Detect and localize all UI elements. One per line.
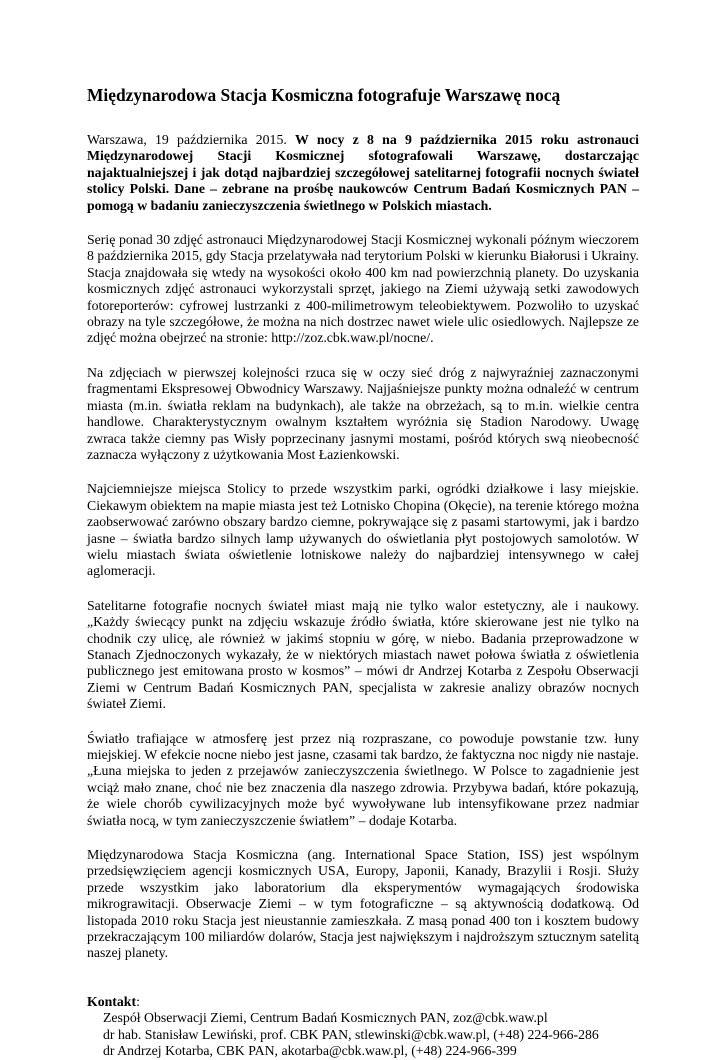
lead-paragraph [87,132,639,214]
body-paragraph-3: Najciemniejsze miejsca Stolicy to przede wszystkim parki, ogródki działkowe i lasy miejskie. Ciekawym obiektem na mapie miasta jest też Lotnisko Chopina (Okęcie), na terenie którego można zaobserwować zarówno obszary bardzo ciemne, pokrywające się z pasami startowymi, jak i bardzo jasne – światła bardzo silnych lamp używanych do oświetlania płyt postojowych samolotów. W wielu miastach świata oświetlenie lotniskowe należy do najbardziej intensywnego w całej aglomeracji. [87,481,639,579]
document-page [87,84,639,1060]
lead-summary: W nocy z 8 na 9 października 2015 roku astronauci Międzynarodowej Stacji Kosmicznej sfotografowali Warszawę, dostarczając najaktualniejszej i jak dotąd najbardziej szczegółowej satelitarnej fotografii nocnych świateł stolicy Polski. Dane – zebrane na prośbę naukowców Centrum Badań Kosmicznych PAN – pomogą w badaniu zanieczyszczenia świetlnego w Polskich miastach. [87,132,639,213]
body-paragraph-6: Międzynarodowa Stacja Kosmiczna (ang. International Space Station, ISS) jest wspólnym przedsięwzięciem agencji kosmicznych USA, Europy, Japonii, Kanady, Brazylii i Rosji. Służy przede wszystkim jako laboratorium dla eksperymentów wymagających środowiska mikrograwitacji. Obserwacje Ziemi – w tym fotograficzne – są aktywnością dodatkową. Od listopada 2010 roku Stacja jest nieustannie zamieszkała. Z masą ponad 400 ton i kosztem budowy przekraczającym 100 miliardów dolarów, Stacja jest największym i najdroższym sztucznym satelitą naszej planety. [87,847,639,961]
lead-dateline: Warszawa, 19 października 2015. [87,132,296,147]
contact-colon: : [136,993,140,1009]
contact-line-lewinski: dr hab. Stanisław Lewiński, prof. CBK PAN, stlewinski@cbk.waw.pl, (+48) 224-966-286 [103,1026,599,1042]
body-paragraph-4: Satelitarne fotografie nocnych świateł miast mają nie tylko walor estetyczny, ale i naukowy. „Każdy świecący punkt na zdjęciu wskazuje źródło światła, które skierowane jest nie tylko na chodnik czy ulicę, ale również w jakimś stopniu w górę, w niebo. Badania przeprowadzone w Stanach Zjednoczonych wykazały, że w niektórych miastach nawet połowa światła z oświetlenia publicznego jest emitowana prosto w kosmos” – mówi dr Andrzej Kotarba z Zespołu Obserwacji Ziemi w Centrum Badań Kosmicznych PAN, specjalista w zakresie analizy obrazów nocnych świateł Ziemi. [87,597,639,712]
page-title: Międzynarodowa Stacja Kosmiczna fotografuje Warszawę nocą [87,85,561,105]
contact-line-zoz: Zespół Obserwacji Ziemi, Centrum Badań Kosmicznych PAN, zoz@cbk.waw.pl [103,1010,548,1026]
body-paragraph-2: Na zdjęciach w pierwszej kolejności rzuca się w oczy sieć dróg z najwyraźniej zaznaczonymi fragmentami Ekspresowej Obwodnicy Warszawy. Najjaśniejsze punkty można odnaleźć w centrum miasta (m.in. światła reklam na budynkach), ale także na obrzeżach, są to m.in. wielkie centra handlowe. Charakterystycznym owalnym kształtem wyróżnia się Stadion Narodowy. Uwagę zwraca także ciemny pas Wisły poprzecinany jasnymi mostami, pośród których swą nieobecność zaznacza wyłączony z użytkowania Most Łazienkowski. [87,364,639,462]
contact-heading-line [87,994,639,1010]
contact-section [87,994,639,1060]
contact-heading: Kontakt [87,993,137,1009]
body-paragraph-1: Serię ponad 30 zdjęć astronauci Międzynarodowej Stacji Kosmicznej wykonali późnym wieczorem 8 października 2015, gdy Stacja przelatywała nad terytorium Polski w kierunku Białorusi i Ukrainy. Stacja znajdowała się wtedy na wysokości około 400 km nad powierzchnią planety. Do uzyskania kosmicznych zdjęć astronauci wykorzystali sprzęt, jakiego na Ziemi używają setki zawodowych fotoreporterów: cyfrowej lustrzanki z 400-milimetrowym teleobiektywem. Pozwoliło to uzyskać obrazy na tyle szczegółowe, że można na nich dostrzec nawet wiele ulic osiedlowych. Najlepsze ze zdjęć można obejrzeć na stronie: http://zoz.cbk.waw.pl/nocne/. [87,232,639,346]
contact-line-kotarba: dr Andrzej Kotarba, CBK PAN, akotarba@cbk.waw.pl, (+48) 224-966-399 [103,1043,517,1059]
body-paragraph-5: Światło trafiające w atmosferę jest przez nią rozpraszane, co powoduje powstanie tzw. łuny miejskiej. W efekcie nocne niebo jest jasne, czasami tak bardzo, że faktyczna noc nigdy nie nastaje. „Łuna miejska to jeden z przejawów zanieczyszczenia świetlnego. W Polsce to zagadnienie jest wciąż mało znane, choć nie bez znaczenia dla naszego zdrowia. Przybywa badań, które pokazują, że wiele chorób cywilizacyjnych może być wywoływane lub intensyfikowane przez nadmiar światła nocą, w tym zanieczyszczenie światłem” – dodaje Kotarba. [87,730,639,828]
